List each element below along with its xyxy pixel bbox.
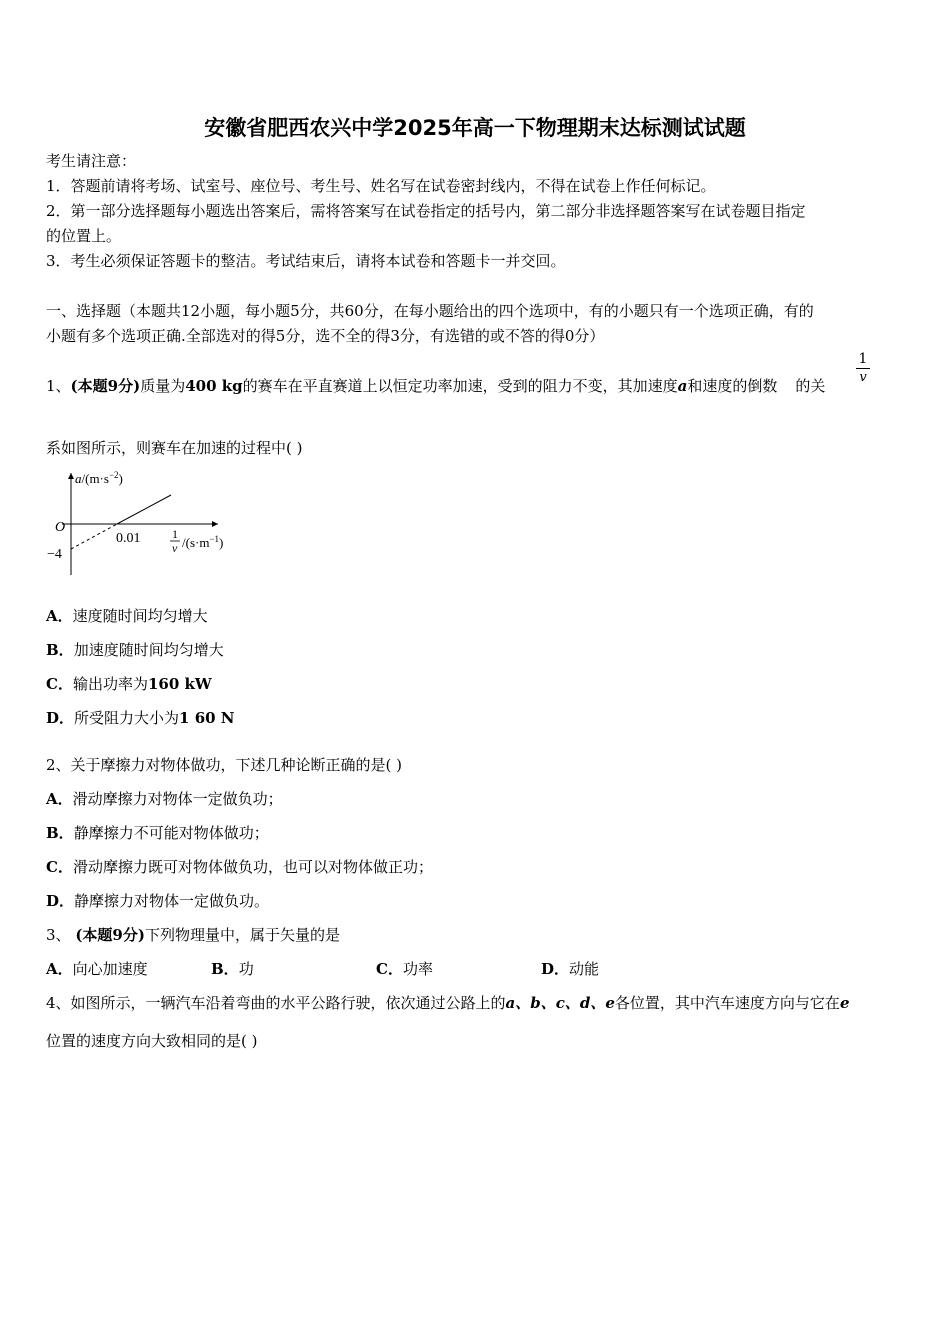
q1-frac-numerator: 1 [856,350,870,369]
q4-stem-line2: 位置的速度方向大致相同的是( ) [46,1032,258,1050]
q1-reciprocal-fraction [856,350,870,387]
q1-option-d: D．所受阻力大小为1 60 N [46,709,235,727]
q3-stem: 3、 (本题9分)下列物理量中，属于矢量的是 [46,926,340,944]
q1-frac-denominator: v [859,370,867,385]
section-heading-line2: 小题有多个选项正确.全部选对的得5分，选不全的得3分，有选错的或不答的得0分） [46,327,605,345]
q3-option-d: D．动能 [541,960,600,978]
q2-option-d: D．静摩擦力对物体一定做负功。 [46,892,270,910]
x-tick-label: 0.01 [116,531,141,546]
q1-text-a: 质量为 [140,377,186,395]
y-tick-label: −4 [47,547,62,562]
notice-item-3: 3．考生必须保证答题卡的整洁。考试结束后，请将本试卷和答题卡一并交回。 [46,252,566,270]
y-axis-label: $a/(m\cdot s^{-2})$ [75,470,123,486]
notice-item-2-cont: 的位置上。 [46,227,122,245]
q3-option-c: C．功率 [376,960,433,978]
q1-var-a: a [677,377,688,395]
q1-option-b: B．加速度随时间均匀增大 [46,641,224,659]
q1-text-d: 的关 [795,377,826,395]
q3-option-b: B．功 [211,960,254,978]
x-axis-label-den: v [172,541,178,555]
q1-text-c: 和速度的倒数 [687,377,778,395]
graph-solid-line [117,495,171,524]
q2-option-c: C．滑动摩擦力既可对物体做负功，也可以对物体做正功； [46,858,433,876]
exam-title: 安徽省肥西农兴中学2025年高一下物理期末达标测试试题 [204,116,746,140]
notice-item-2: 2．第一部分选择题每小题选出答案后，需将答案写在试卷指定的括号内，第二部分非选择题答案写在试卷题目指定 [46,202,806,220]
graph-dashed-line [71,524,117,549]
q1-option-c: C．输出功率为160 kW [46,675,212,693]
q4-position-vars: a、b、c、d、e [505,994,615,1012]
q1-stem-line1 [46,376,825,396]
q1-score: (本题9分) [70,377,141,395]
q1-stem-line2: 系如图所示，则赛车在加速的过程中( ) [46,439,303,457]
q2-option-a: A．滑动摩擦力对物体一定做负功； [46,790,283,808]
x-axis-label-unit: $/(s\cdot m^{-1})$ [182,534,224,550]
q2-option-b: B．静摩擦力不可能对物体做功； [46,824,269,842]
q1-graph [40,465,260,580]
origin-label: O [55,520,66,535]
section-heading-line1: 一、选择题（本题共12小题，每小题5分，共60分，在每小题给出的四个选项中，有的小题只有一个选项正确，有的 [46,302,814,320]
q3-options [46,959,599,979]
q1-number: 1、 [46,377,71,395]
notice-item-1: 1．答题前请将考场、试室号、座位号、考生号、姓名写在试卷密封线内，不得在试卷上作任何标记。 [46,177,716,195]
q2-stem: 2、关于摩擦力对物体做功，下述几种论断正确的是( ) [46,756,403,774]
q3-option-a: A．向心加速度 [46,960,148,978]
x-axis-label-num: 1 [172,527,178,541]
q4-stem-line1: 4、如图所示，一辆汽车沿着弯曲的水平公路行驶，依次通过公路上的a、b、c、d、e各位置，其中汽车速度方向与它在e [46,994,850,1012]
notice-heading: 考生请注意： [46,152,137,170]
q1-text-b: 的赛车在平直赛道上以恒定功率加速，受到的阻力不变，其加速度 [242,377,678,395]
q1-option-a: A．速度随时间均匀增大 [46,607,208,625]
q1-mass: 400 kg [185,377,243,395]
